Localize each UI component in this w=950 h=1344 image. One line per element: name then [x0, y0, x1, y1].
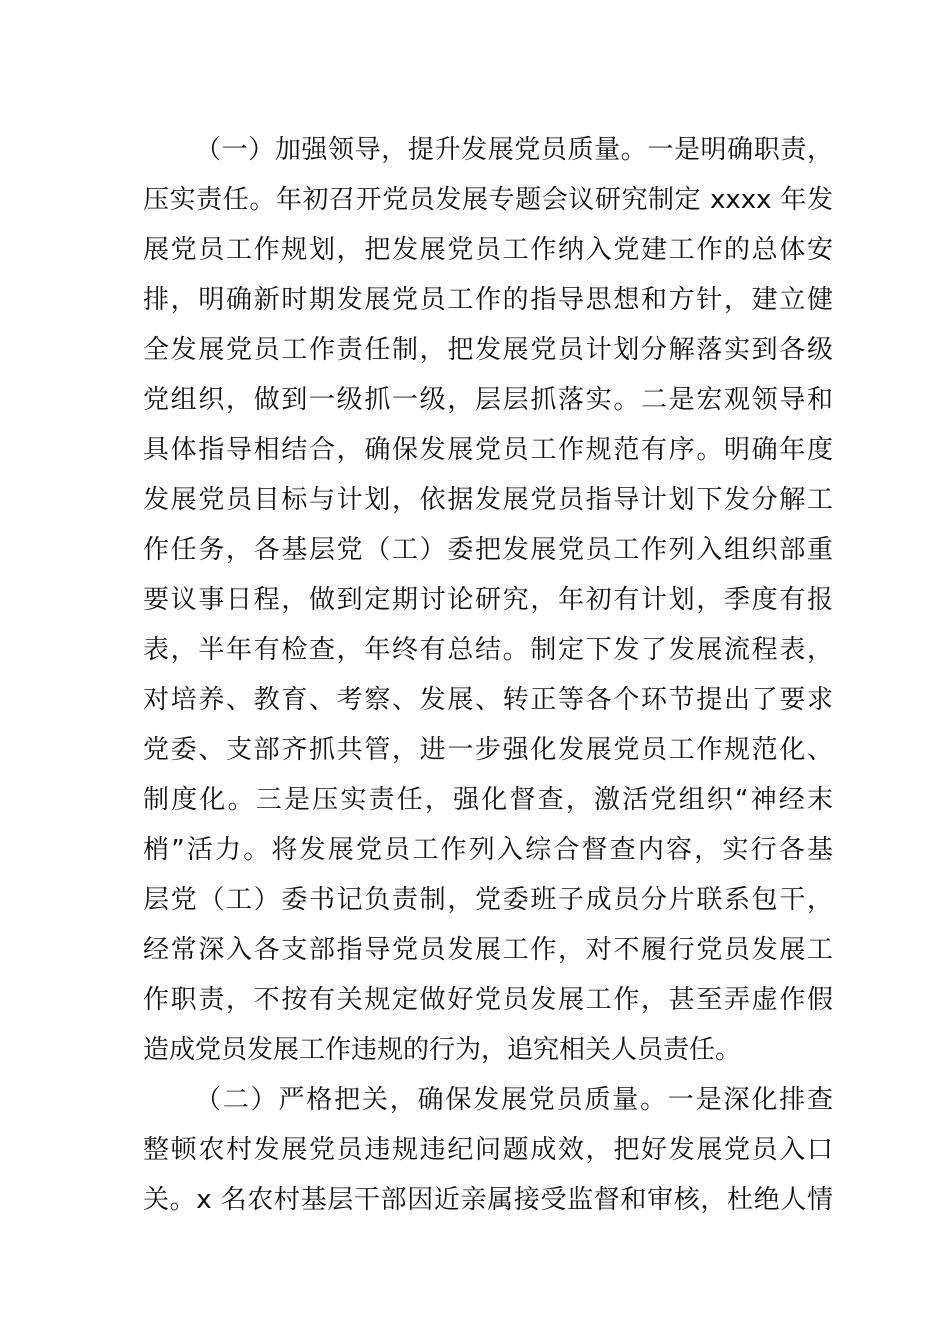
document-body	[143, 125, 833, 1225]
text-line: 展党员工作规划，把发展党员工作纳入党建工作的总体安	[143, 235, 833, 265]
text-line: 党委、支部齐抓共管，进一步强化发展党员工作规范化、	[143, 735, 833, 765]
text-line: 要议事日程，做到定期讨论研究，年初有计划，季度有报	[143, 585, 833, 615]
text-line: 造成党员发展工作违规的行为，追究相关人员责任。	[143, 1035, 742, 1065]
text-line: 梢”活力。将发展党员工作列入综合督查内容，实行各基	[143, 835, 833, 865]
text-line: 关。x 名农村基层干部因近亲属接受监督和审核，杜绝人情	[143, 1185, 833, 1215]
text-line: 全发展党员工作责任制，把发展党员计划分解落实到各级	[143, 335, 833, 365]
text-line: 压实责任。年初召开党员发展专题会议研究制定 xxxx 年发	[143, 185, 833, 215]
text-line: 制度化。三是压实责任，强化督查，激活党组织“神经末	[143, 785, 833, 815]
text-line: 作任务，各基层党（工）委把发展党员工作列入组织部重	[143, 535, 833, 565]
text-line: 排，明确新时期发展党员工作的指导思想和方针，建立健	[143, 285, 833, 315]
text-line: 表，半年有检查，年终有总结。制定下发了发展流程表，	[143, 635, 833, 665]
text-line: 经常深入各支部指导党员发展工作，对不履行党员发展工	[143, 935, 833, 965]
text-line: 党组织，做到一级抓一级，层层抓落实。二是宏观领导和	[143, 385, 833, 415]
text-line: 整顿农村发展党员违规违纪问题成效，把好发展党员入口	[143, 1135, 833, 1165]
text-line: 具体指导相结合，确保发展党员工作规范有序。明确年度	[143, 435, 833, 465]
text-line: 作职责，不按有关规定做好党员发展工作，甚至弄虚作假	[143, 985, 833, 1015]
text-line: （二）严格把关，确保发展党员质量。一是深化排查	[195, 1085, 833, 1115]
text-line: 发展党员目标与计划，依据发展党员指导计划下发分解工	[143, 485, 833, 515]
text-line: 层党（工）委书记负责制，党委班子成员分片联系包干，	[143, 885, 833, 915]
text-line: 对培养、教育、考察、发展、转正等各个环节提出了要求	[143, 685, 833, 715]
text-line: （一）加强领导，提升发展党员质量。一是明确职责，	[195, 135, 833, 165]
